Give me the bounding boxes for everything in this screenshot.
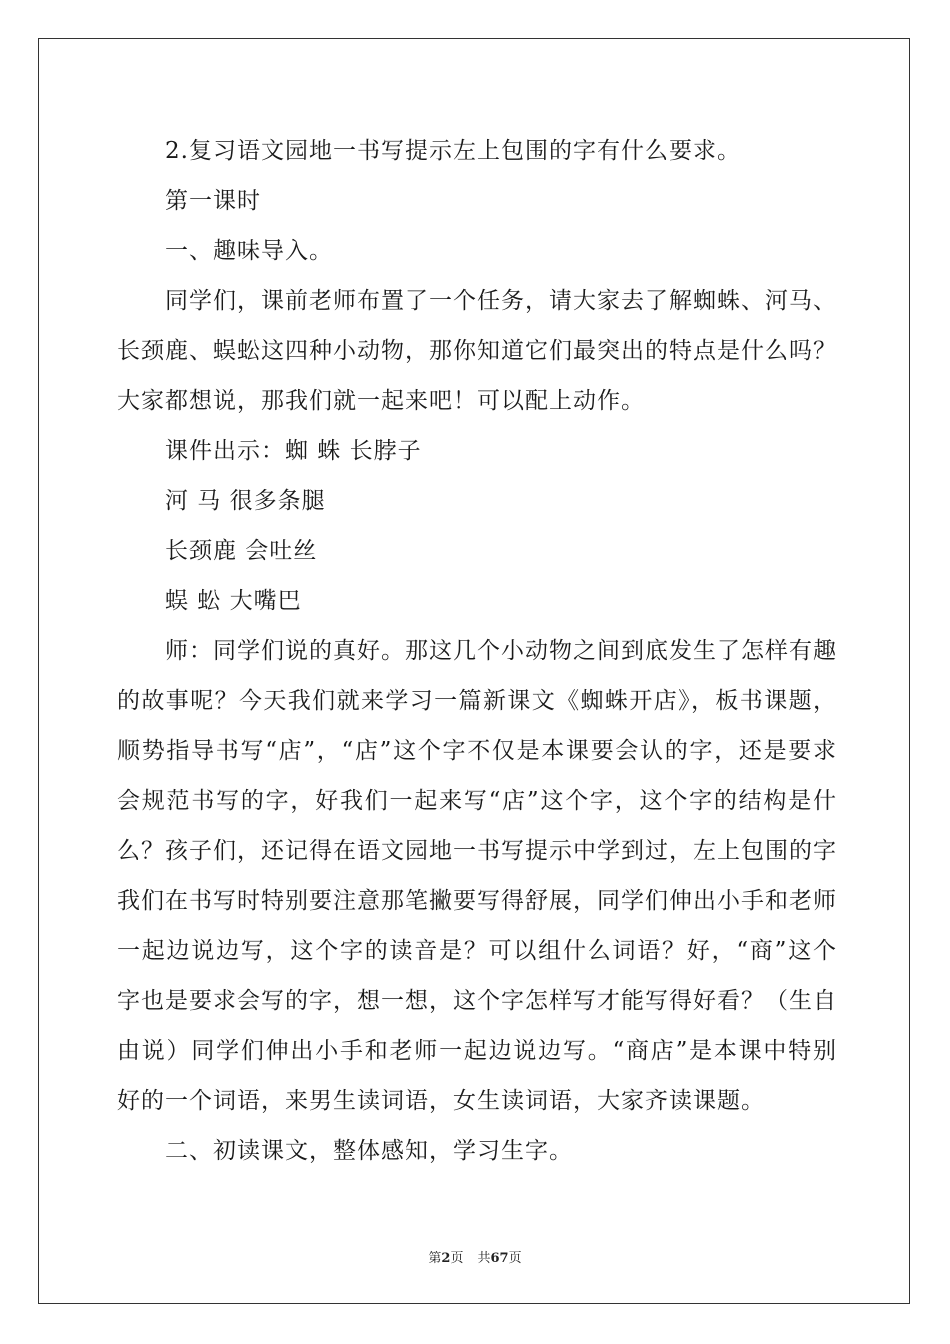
total-prefix: 共 — [477, 1251, 491, 1266]
page-number: 2 — [441, 1251, 451, 1266]
total-suffix: 页 — [508, 1251, 522, 1266]
page-prefix: 第 — [428, 1251, 442, 1266]
page-suffix: 页 — [450, 1251, 464, 1266]
heading-section-one: 一、趣味导入。 — [165, 238, 333, 264]
paragraph-review-item: 2.复习语文园地一书写提示左上包围的字有什么要求。 — [165, 138, 741, 164]
paragraph-courseware-line-2: 河 马 很多条腿 — [165, 488, 326, 514]
document-body — [117, 126, 837, 1176]
total-pages: 67 — [490, 1251, 509, 1266]
paragraph-courseware-line-1: 课件出示：蜘 蛛 长脖子 — [165, 438, 422, 464]
paragraph-teacher-instruction: 师：同学们说的真好。那这几个小动物之间到底发生了怎样有趣的故事呢？今天我们就来学习一篇新课文《蜘蛛开店》，板书课题，顺势指导书写“店”，“店”这个字不仅是本课要会认的字，还是要求会规范书写的字，好我们一起来写“店”这个字，这个字的结构是什么？孩子们，还记得在语文园地一书写提示中学到过，左上包围的字我们在书写时特别要注意那笔撇要写得舒展，同学们伸出小手和老师一起边说边写，这个字的读音是？可以组什么词语？好，“商”这个字也是要求会写的字，想一想，这个字怎样写才能写得好看？（生自由说）同学们伸出小手和老师一起边说边写。“商店”是本课中特别好的一个词语，来男生读词语，女生读词语，大家齐读课题。 — [117, 638, 837, 1114]
paragraph-intro: 同学们，课前老师布置了一个任务，请大家去了解蜘蛛、河马、长颈鹿、蜈蚣这四种小动物，那你知道它们最突出的特点是什么吗？大家都想说，那我们就一起来吧！可以配上动作。 — [117, 288, 837, 414]
heading-section-two: 二、初读课文，整体感知，学习生字。 — [165, 1138, 573, 1164]
heading-first-lesson: 第一课时 — [165, 188, 261, 214]
paragraph-courseware-line-3: 长颈鹿 会吐丝 — [165, 538, 318, 564]
page-footer — [0, 1247, 950, 1266]
paragraph-courseware-line-4: 蜈 蚣 大嘴巴 — [165, 588, 302, 614]
